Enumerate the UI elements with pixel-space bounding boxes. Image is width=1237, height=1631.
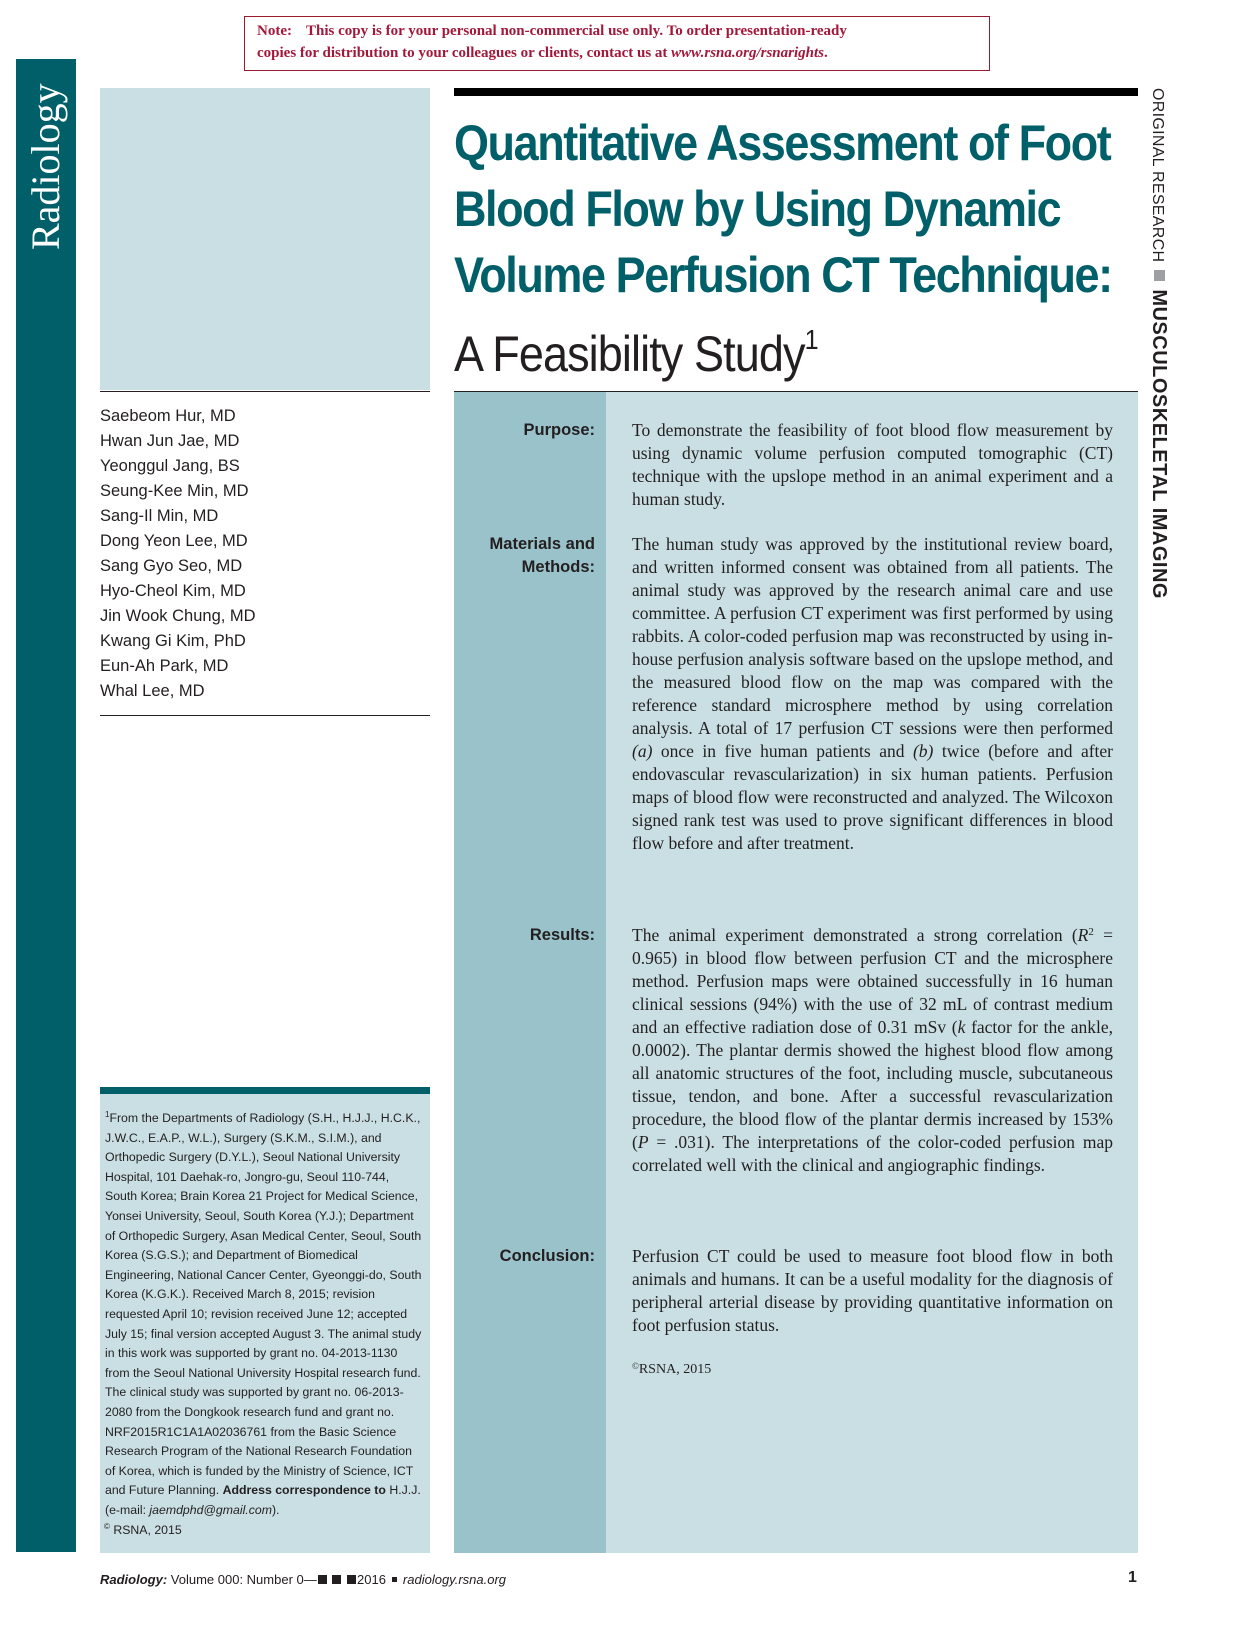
address-end: ). (271, 1502, 280, 1517)
purpose-text: To demonstrate the feasibility of foot blood flow measurement by using dynamic volume perfusion computed tomographic (CT) technique with the upslope method in an animal experiment and a human study. (632, 420, 1113, 509)
affiliations-copyright (104, 1522, 182, 1537)
conclusion-label: Conclusion: (499, 1247, 595, 1265)
methods-label-line: Materials and (489, 535, 595, 553)
author: Kwang Gi Kim, PhD (100, 632, 246, 650)
results-text (632, 924, 1113, 1177)
results-k: k (957, 1017, 966, 1037)
title-footnote-mark: 1 (804, 324, 819, 355)
section-banner (1144, 88, 1172, 599)
copyright-text: RSNA, 2015 (113, 1523, 182, 1538)
divider (100, 391, 430, 392)
square-icon (318, 1575, 327, 1584)
methods-label-line: Methods: (521, 558, 595, 576)
address-label: Address correspondence to (222, 1483, 386, 1498)
methods-item-a: (a) (632, 741, 653, 761)
author: Whal Lee, MD (100, 682, 205, 700)
title-line: Blood Flow by Using Dynamic (454, 181, 1061, 237)
notice-line-1 (257, 20, 977, 42)
separator-square-icon (1154, 270, 1165, 281)
results-body: = 0.965) in blood flow between perfusion CT and the microsphere method. Perfusion maps were obtained successfully in 16 human clinical sessions (94%) with the use of 32 mL of contrast medium and an effective radiation dose of 0.31 mSv ( (632, 925, 1113, 1037)
notice-line-2 (257, 42, 977, 64)
results-label: Results: (529, 926, 595, 944)
article-category: ORIGINAL RESEARCH (1149, 88, 1166, 263)
title-main (454, 110, 1143, 308)
footer-volume: Volume 000: Number 0— (167, 1572, 317, 1587)
methods-body: once in five human patients and (652, 741, 913, 761)
author: Dong Yeon Lee, MD (100, 532, 248, 550)
author: Hyo-Cheol Kim, MD (100, 582, 246, 600)
author: Jin Wook Chung, MD (100, 607, 256, 625)
author-list (100, 404, 256, 704)
author: Sang-Il Min, MD (100, 507, 219, 525)
methods-text (632, 533, 1113, 855)
author: Hwan Jun Jae, MD (100, 432, 240, 450)
reprint-notice (244, 16, 990, 71)
author: Sang Gyo Seo, MD (100, 557, 243, 575)
subtitle-text: A Feasibility Study (454, 326, 805, 382)
copyright-symbol: © (104, 1522, 110, 1531)
methods-label (454, 533, 595, 579)
footer-url[interactable]: radiology.rsna.org (402, 1572, 507, 1587)
title-rule (454, 88, 1138, 96)
methods-item-b: (b) (912, 741, 934, 761)
results-body: factor for the ankle, 0.0002). The plantar dermis showed the highest blood flow among all anatomic structures of the foot, including muscle, subcutaneous tissue, tendon, and bone. After a successful revascularization procedure, the blood flow of the plantar dermis increased by 153% ( (632, 1017, 1113, 1152)
footer-year: 2016 (357, 1572, 386, 1587)
notice-period: . (824, 45, 828, 61)
abstract-copyright (632, 1361, 711, 1378)
results-body: The animal experiment demonstrated a strong correlation ( (632, 925, 1078, 945)
section-name: MUSCULOSKELETAL IMAGING (1148, 289, 1170, 599)
journal-sidebar (16, 59, 76, 1552)
conclusion-text: Perfusion CT could be used to measure foot blood flow in both animals and humans. It can be a useful modality for the diagnosis of peripheral arterial disease by providing quantitative information on foot perfusion status. (632, 1246, 1113, 1335)
methods-body: twice (before and after endovascular revascularization) in six human patients. Perfusion maps of blood flow were reconstructed and analyzed. The Wilcoxon signed rank test was used to prove significant differences in blood flow before and after treatment. (632, 741, 1114, 853)
author: Seung-Kee Min, MD (100, 482, 249, 500)
affiliations-text (105, 1109, 424, 1520)
author: Yeonggul Jang, BS (100, 457, 240, 475)
title-line: Quantitative Assessment of Foot (454, 115, 1111, 171)
notice-text-1: This copy is for your personal non-commercial use only. To order presentation-ready (305, 23, 847, 39)
results-body: = .031). The interpretations of the color-coded perfusion map correlated well with the clinical and angiographic findings. (632, 1132, 1113, 1175)
results-p: P (637, 1132, 649, 1152)
footer-journal: Radiology: (100, 1572, 168, 1587)
rsna-rights-link[interactable]: www.rsna.org/rsnarights (671, 45, 825, 61)
copyright-symbol: © (632, 1361, 639, 1371)
bullet-icon (392, 1577, 397, 1582)
methods-body: The human study was approved by the institutional review board, and written informed consent was obtained from all patients. The animal study was approved by the research animal care and use committee. A perfusion CT experiment was first performed by using rabbits. A color-coded perfusion map was reconstructed by using in-house perfusion analysis software based on the upslope method, and the measured blood flow on the map was compared with the reference standard microsphere method by using correlation analysis. A total of 17 perfusion CT sessions were then performed (632, 534, 1113, 738)
author: Saebeom Hur, MD (100, 407, 236, 425)
affiliations-body: From the Departments of Radiology (S.H., H.J.J., H.C.K., J.W.C., E.A.P., W.L.), Surgery (S.K.M., S.I.M.), and Orthopedic Surgery (D.Y.L.), Seoul National University Hospital, 101 Daehak-ro, Jongro-gu, Seoul 110-744, South Korea; Brain Korea 21 Project for Medical Science, Yonsei University, Seoul, South Korea (Y.J.); Department of Orthopedic Surgery, Asan Medical Center, Seoul, South Korea (S.G.S.); and Department of Biomedical Engineering, National Cancer Center, Gyeonggi-do, South Korea (K.G.K.). Received March 8, 2015; revision requested April 10; revision received June 12; accepted July 15; final version accepted August 3. The animal study in this work was supported by grant no. 04-2013-1130 from the Seoul National University Hospital research fund. The clinical study was supported by grant no. 06-2013-2080 from the Dongkook research fund and grant no. NRF2015R1C1A1A02036761 from the Basic Science Research Program of the National Research Foundation of Korea, which is funded by the Ministry of Science, ICT and Future Planning. (105, 1111, 422, 1498)
address-text: H.J.J. (e-mail: (105, 1483, 421, 1517)
results-r-sup: 2 (1088, 926, 1094, 938)
email-link[interactable]: jaemdphd@gmail.com (149, 1502, 272, 1517)
left-header-panel (100, 88, 430, 390)
copyright-text: RSNA, 2015 (638, 1362, 712, 1377)
page-number: 1 (1128, 1569, 1137, 1586)
journal-name: Radiology (23, 83, 68, 250)
affiliations-box (100, 1087, 430, 1553)
purpose-label: Purpose: (523, 421, 595, 439)
article-title (454, 110, 1144, 386)
divider (100, 715, 430, 716)
notice-text-2: copies for distribution to your colleagues or clients, contact us at (257, 45, 672, 61)
author: Eun-Ah Park, MD (100, 657, 229, 675)
footnote-mark: 1 (105, 1109, 110, 1119)
square-icon (332, 1575, 341, 1584)
title-subtitle (454, 308, 1075, 386)
page-footer (100, 1572, 506, 1587)
title-line: Volume Perfusion CT Technique: (454, 247, 1112, 303)
square-icon (347, 1575, 356, 1584)
notice-label: Note: (257, 23, 292, 39)
results-r: R (1077, 925, 1089, 945)
